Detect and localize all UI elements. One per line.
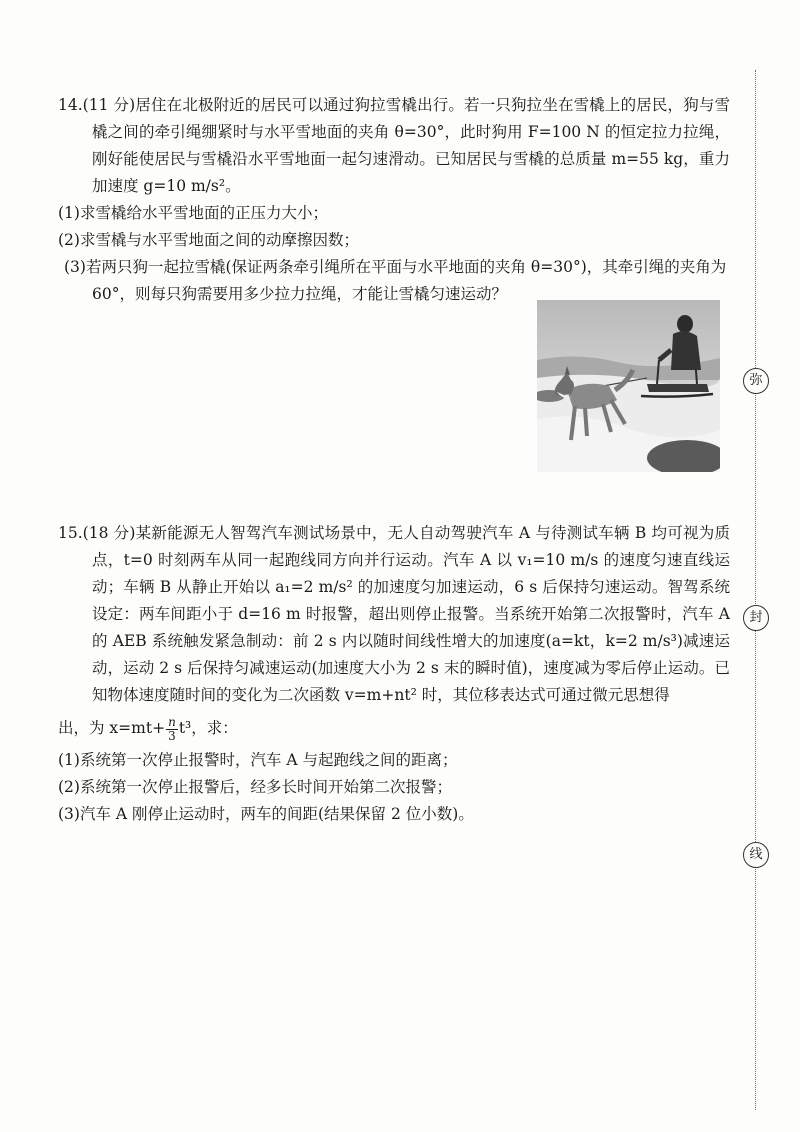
binding-dotted-line bbox=[755, 70, 756, 1110]
question-14-sub-2: (2)求雪橇与水平雪地面之间的动摩擦因数； bbox=[58, 231, 359, 249]
question-15-sub-3: (3)汽车 A 刚停止运动时，两车的间距(结果保留 2 位小数)。 bbox=[58, 804, 474, 823]
question-14-sub-1: (1)求雪橇给水平雪地面的正压力大小； bbox=[58, 204, 328, 222]
question-15-sub-1: (1)系统第一次停止报警时，汽车 A 与起跑线之间的距离； bbox=[58, 750, 458, 769]
question-15-formula bbox=[58, 715, 730, 743]
question-15-sub-2: (2)系统第一次停止报警后，经多长时间开始第二次报警； bbox=[58, 777, 452, 796]
dog-sled-illustration bbox=[537, 300, 720, 472]
question-14-number: 14. bbox=[58, 96, 83, 114]
fraction-numerator: n bbox=[168, 714, 176, 729]
question-15 bbox=[58, 520, 730, 828]
question-15-text: (18 分)某新能源无人智驾汽车测试场景中，无人自动驾驶汽车 A 与待测试车辆 B 均可视为质点，t=0 时刻两车从同一起跑线同方向并行运动。汽车 A 以 v₁=10 m/s 的速度匀速直线运动；车辆 B 从静止开始以 a₁=2 m/s² 的加速度匀加速运动，6 s 后保持匀速运动。智驾系统设定：两车间距小于 d=16 m 时报警，超出则停止报警。当系统开始第二次报警时，汽车 A 的 AEB 系统触发紧急制动：前 2 s 内以随时间线性增大的加速度(a=kt，k=2 m/s³)减速运动，运动 2 s 后保持匀减速运动(加速度大小为 2 s 末的瞬时值)，速度减为零后停止运动。已知物体速度随时间的变化为二次函数 v=m+nt² 时，其位移表达式可通过微元思想得 bbox=[82, 524, 730, 704]
question-14-text: (11 分)居住在北极附近的居民可以通过狗拉雪橇出行。若一只狗拉坐在雪橇上的居民，狗与雪橇之间的牵引绳绷紧时与水平雪地面的夹角 θ=30°，此时狗用 F=100 N 的恒定拉力拉绳，刚好能使居民与雪橇沿水平雪地面一起匀速滑动。已知居民与雪橇的总质量 m=55 kg，重力加速度 g=10 m/s²。 bbox=[82, 96, 730, 195]
seal-char-mi: 弥 bbox=[743, 368, 769, 394]
formula-suffix: t³，求： bbox=[178, 719, 238, 737]
seal-char-feng: 封 bbox=[743, 605, 769, 631]
seal-char-xian: 线 bbox=[743, 842, 769, 868]
question-14-stem bbox=[58, 92, 730, 200]
formula-prefix: 出，为 x=mt+ bbox=[58, 719, 166, 737]
fraction-denominator: 3 bbox=[168, 728, 176, 743]
question-15-number: 15. bbox=[58, 524, 83, 542]
question-14-sub-3: (3)若两只狗一起拉雪橇(保证两条牵引绳所在平面与水平地面的夹角 θ=30°)，其牵引绳的夹角为 60°，则每只狗需要用多少拉力拉绳，才能让雪橇匀速运动？ bbox=[64, 258, 727, 303]
formula-fraction bbox=[166, 716, 178, 743]
dog-sled-photo bbox=[537, 300, 720, 472]
question-15-stem bbox=[58, 520, 730, 709]
question-14 bbox=[58, 92, 730, 308]
